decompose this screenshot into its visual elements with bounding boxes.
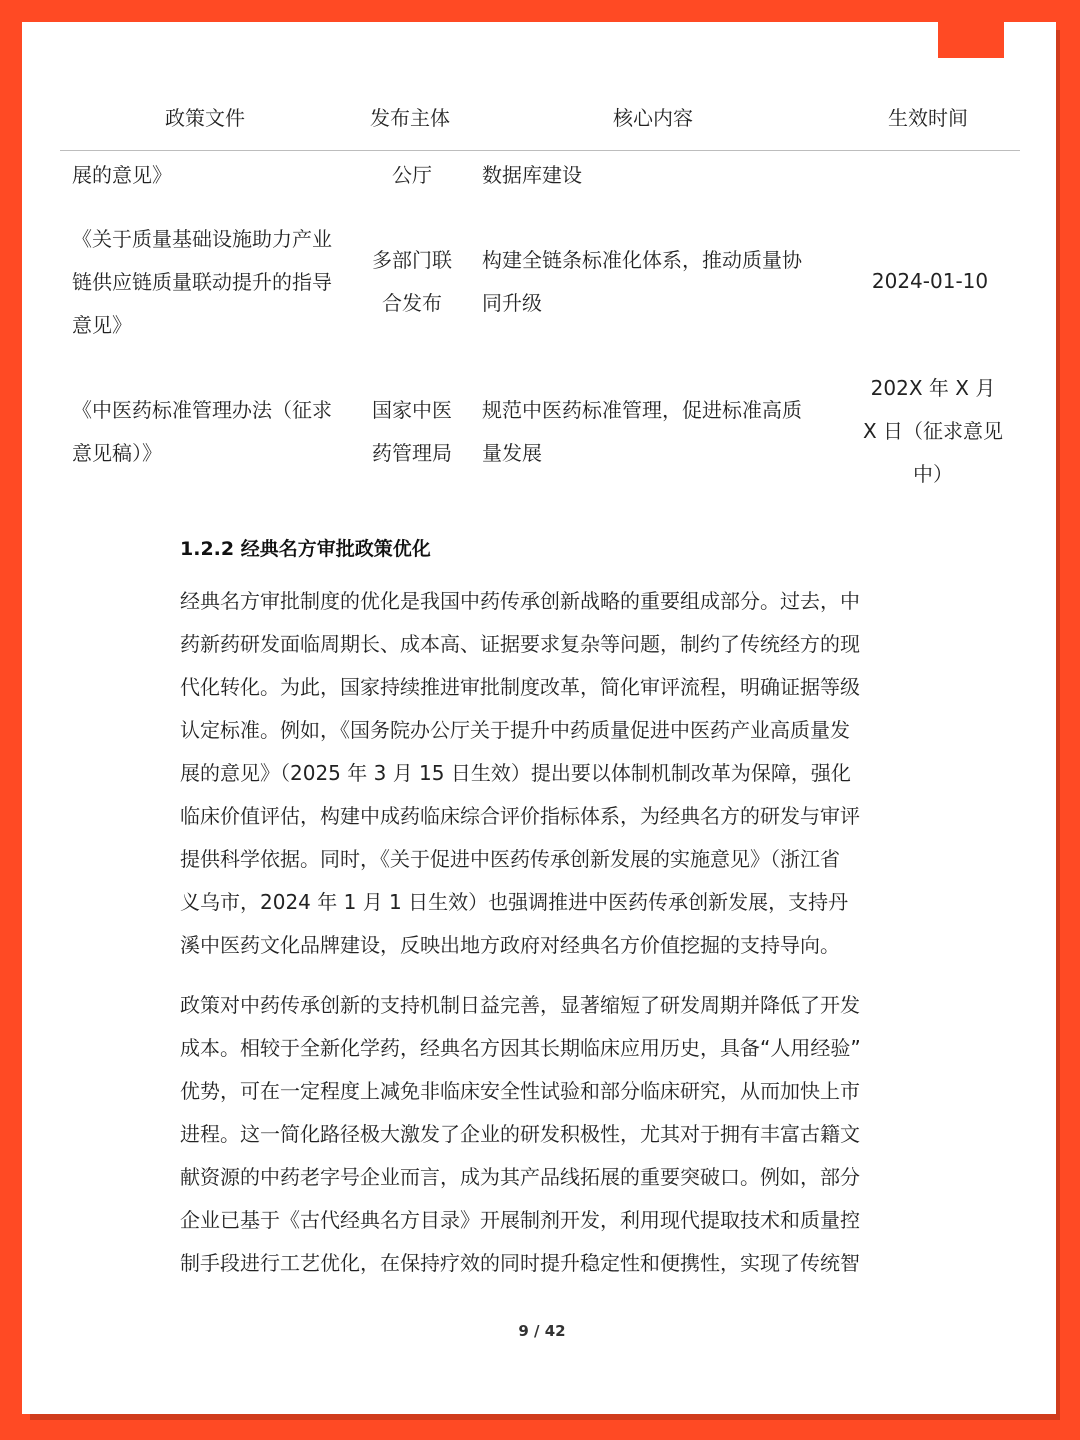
table-row-2-document	[72, 389, 362, 475]
table-row-1-date	[850, 260, 1010, 303]
paragraph-line: 提供科学依据。同时，《关于促进中医药传承创新发展的实施意见》（浙江省	[180, 847, 840, 871]
paragraph-1	[180, 580, 905, 967]
paragraph-2	[180, 984, 905, 1285]
page-number: 9 / 42	[518, 1322, 566, 1340]
paragraph-line: 制手段进行工艺优化，在保持疗效的同时提升稳定性和便携性，实现了传统智	[180, 1251, 860, 1275]
table-cell-line: 《关于质量基础设施助力产业	[72, 227, 332, 251]
table-cell-line: 规范中医药标准管理，促进标准高质	[482, 398, 802, 422]
table-cell-line: 公厅	[392, 163, 432, 187]
table-row-0-content	[482, 154, 842, 197]
table-row-2-issuer	[362, 389, 462, 475]
table-cell-line: 中）	[913, 462, 953, 486]
table-row-2-date	[848, 367, 1018, 496]
paragraph-line: 代化转化。为此，国家持续推进审批制度改革，简化审评流程，明确证据等级	[180, 675, 860, 699]
table-cell-line: 2024-01-10	[871, 269, 989, 293]
table-row-1-content	[482, 239, 842, 325]
paragraph-line: 展的意见》（2025 年 3 月 15 日生效）提出要以体制机制改革为保障，强化	[180, 761, 851, 785]
table-row-0-issuer	[362, 154, 462, 197]
table-header-document: 政策文件	[165, 106, 245, 130]
table-cell-line: 国家中医	[372, 398, 452, 422]
paragraph-line: 认定标准。例如，《国务院办公厅关于提升中药质量促进中医药产业高质量发	[180, 718, 850, 742]
table-header-content: 核心内容	[613, 106, 693, 130]
table-row-2-content	[482, 389, 842, 475]
paragraph-line: 优势，可在一定程度上减免非临床安全性试验和部分临床研究，从而加快上市	[180, 1079, 860, 1103]
table-cell-line: 意见》	[72, 313, 132, 337]
paragraph-line: 药新药研发面临周期长、成本高、证据要求复杂等问题，制约了传统经方的现	[180, 632, 860, 656]
paragraph-line: 成本。相较于全新化学药，经典名方因其长期临床应用历史，具备“人用经验”	[180, 1036, 861, 1060]
table-cell-line: 合发布	[382, 291, 442, 315]
table-row-1-issuer	[362, 239, 462, 325]
paragraph-line: 献资源的中药老字号企业而言，成为其产品线拓展的重要突破口。例如，部分	[180, 1165, 860, 1189]
table-cell-line: X 日（征求意见	[862, 419, 1004, 443]
table-header-date: 生效时间	[888, 106, 968, 130]
table-row-0-document	[72, 154, 362, 197]
paragraph-line: 溪中医药文化品牌建设，反映出地方政府对经典名方价值挖掘的支持导向。	[180, 933, 840, 957]
section-heading: 1.2.2 经典名方审批政策优化	[180, 538, 431, 560]
document-page	[22, 22, 1056, 1414]
table-cell-line: 药管理局	[372, 441, 452, 465]
table-cell-line: 展的意见》	[72, 163, 172, 187]
table-cell-line: 量发展	[482, 441, 542, 465]
table-cell-line: 构建全链条标准化体系，推动质量协	[482, 248, 802, 272]
table-cell-line: 链供应链质量联动提升的指导	[72, 270, 332, 294]
table-cell-line: 意见稿）》	[72, 441, 162, 465]
table-cell-line: 《中医药标准管理办法（征求	[72, 398, 332, 422]
table-cell-line: 202X 年 X 月	[870, 376, 996, 400]
table-cell-line: 多部门联	[372, 248, 452, 272]
table-header-row	[60, 96, 1020, 151]
table-cell-line: 同升级	[482, 291, 542, 315]
paragraph-line: 经典名方审批制度的优化是我国中药传承创新战略的重要组成部分。过去，中	[180, 589, 860, 613]
corner-tab	[938, 22, 1004, 58]
table-row-1-document	[72, 218, 362, 347]
table-header-issuer: 发布主体	[370, 106, 450, 130]
paragraph-line: 进程。这一简化路径极大激发了企业的研发积极性，尤其对于拥有丰富古籍文	[180, 1122, 860, 1146]
paragraph-line: 政策对中药传承创新的支持机制日益完善，显著缩短了研发周期并降低了开发	[180, 993, 860, 1017]
table-cell-line: 数据库建设	[482, 163, 582, 187]
paragraph-line: 企业已基于《古代经典名方目录》开展制剂开发，利用现代提取技术和质量控	[180, 1208, 860, 1232]
paragraph-line: 义乌市，2024 年 1 月 1 日生效）也强调推进中医药传承创新发展，支持丹	[180, 890, 849, 914]
paragraph-line: 临床价值评估，构建中成药临床综合评价指标体系，为经典名方的研发与审评	[180, 804, 860, 828]
